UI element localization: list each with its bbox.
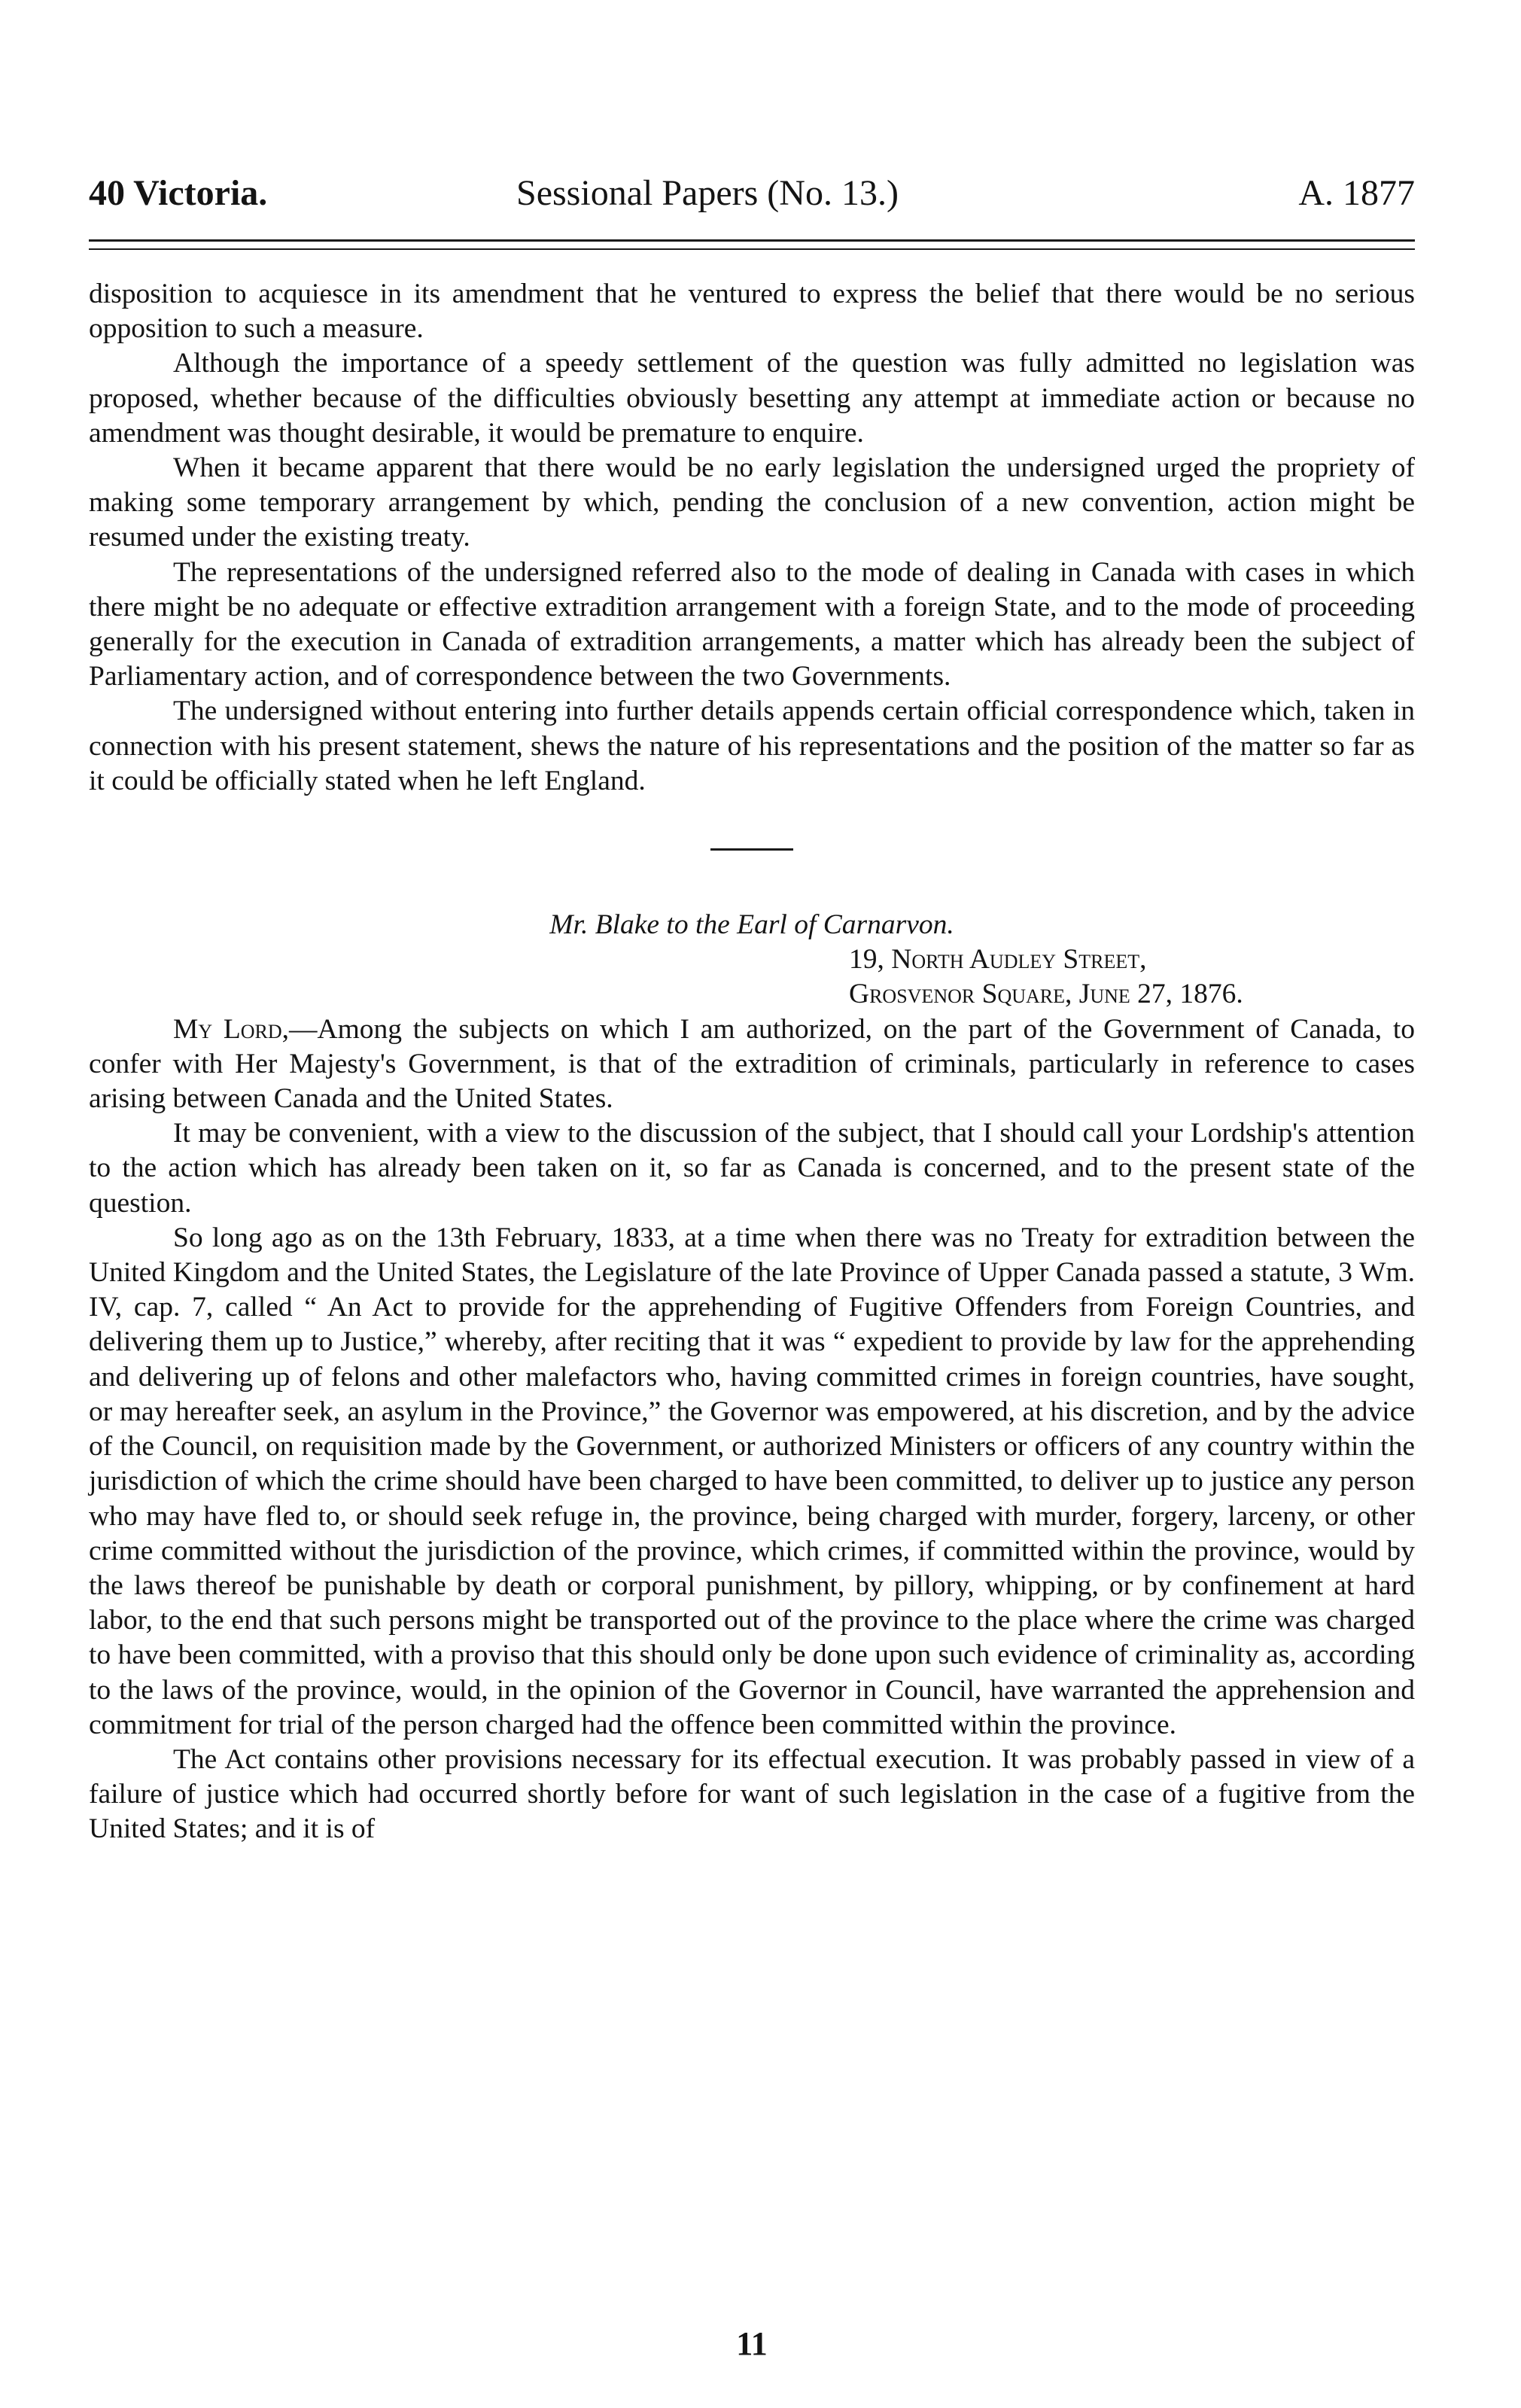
letter-title: Mr. Blake to the Earl of Carnarvon. bbox=[549, 909, 954, 941]
page-folio: 11 bbox=[736, 2325, 768, 2362]
paragraph: When it became apparent that there would be no early legislation the undersigned urged the propriety of making some temporary arrangement by which, pending the conclusion of a new convention, action might be resumed under the existing treaty. bbox=[89, 452, 1415, 553]
letter-paragraph: The Act contains other provisions necessary for its effectual execution. It was probably passed in view of a failure of justice which had occurred shortly before for want of such legislation in the case of a fugitive from the United States; and it is of bbox=[89, 1743, 1415, 1845]
letter-salutation: My Lord, bbox=[173, 1013, 290, 1045]
paragraph: Although the importance of a speedy settlement of the question was fully admitted no legislation was proposed, whether because of the difficulties obviously besetting any attempt at immediate action or because no amendment was thought desirable, it would be premature to enquire. bbox=[89, 348, 1415, 449]
letter-address-street: 19, North Audley Street, bbox=[849, 944, 1147, 976]
letter-paragraph: It may be convenient, with a view to the discussion of the subject, that I should call your Lordship's attention to the action which has already been taken on it, so far as Canada is concerned, and to the present state of the question. bbox=[89, 1118, 1415, 1219]
section-divider bbox=[710, 848, 793, 851]
header-session: 40 Victoria. bbox=[89, 173, 268, 213]
header-publication: Sessional Papers (No. 13.) bbox=[516, 173, 899, 213]
header-year: A. 1877 bbox=[1298, 173, 1415, 213]
header-rule-thick bbox=[89, 239, 1415, 242]
body-text bbox=[89, 277, 1415, 1847]
document-page bbox=[89, 0, 1415, 2408]
header-rule-thin bbox=[89, 248, 1415, 250]
letter-paragraph: So long ago as on the 13th February, 1833, at a time when there was no Treaty for extradition between the United Kingdom and the United States, the Legislature of the late Province of Upper Canada passed a statute, 3 Wm. IV, cap. 7, called “ An Act to provide for the apprehending of Fugitive Offenders from Foreign Countries, and delivering them up to Justice,” whereby, after reciting that it was “ expedient to provide by law for the apprehending and delivering up of felons and other malefactors who, having committed crimes in foreign countries, have sought, or may hereafter seek, an asylum in the Province,” the Governor was empowered, at his discretion, and by the advice of the Council, on requisition made by the Government, or authorized Ministers or officers of any country within the jurisdiction of which the crime should have been charged to have been committed, to deliver up to justice any person who may have fled to, or should seek refuge in, the province, being charged with murder, forgery, larceny, or other crime committed without the jurisdiction of the province, which crimes, if committed within the province, would by the laws thereof be punishable by death or corporal punishment, by pillory, whipping, or by confinement at hard labor, to the end that such persons might be transported out of the province to the place where the crime was charged to have been committed, with a proviso that this should only be done upon such evidence of criminality as, according to the laws of the province, would, in the opinion of the Governor in Council, have warranted the apprehension and commitment for trial of the person charged had the offence been committed within the province. bbox=[89, 1222, 1415, 1740]
letter-address-date: Grosvenor Square, June 27, 1876. bbox=[849, 979, 1243, 1010]
running-header bbox=[89, 167, 1415, 220]
letter-paragraph bbox=[89, 1012, 1415, 1117]
letter-opening-text: —Among the subjects on which I am authorized, on the part of the Government of Canada, to confer with Her Majesty's Government, is that of the extradition of criminals, particularly in reference to cases arising between Canada and the United States. bbox=[89, 1013, 1415, 1115]
paragraph: The representations of the undersigned referred also to the mode of dealing in Canada with cases in which there might be no adequate or effective extradition arrangement with a foreign State, and to the mode of proceeding generally for the execution in Canada of extradition arrangements, a matter which has already been the subject of Parliamentary action, and of correspondence between the two Governments. bbox=[89, 556, 1415, 693]
paragraph: The undersigned without entering into further details appends certain official correspondence which, taken in connection with his present statement, shews the nature of his representations and the position of the matter so far as it could be officially stated when he left England. bbox=[89, 696, 1415, 796]
paragraph: disposition to acquiesce in its amendment that he ventured to express the belief that there would be no serious opposition to such a measure. bbox=[89, 279, 1415, 345]
